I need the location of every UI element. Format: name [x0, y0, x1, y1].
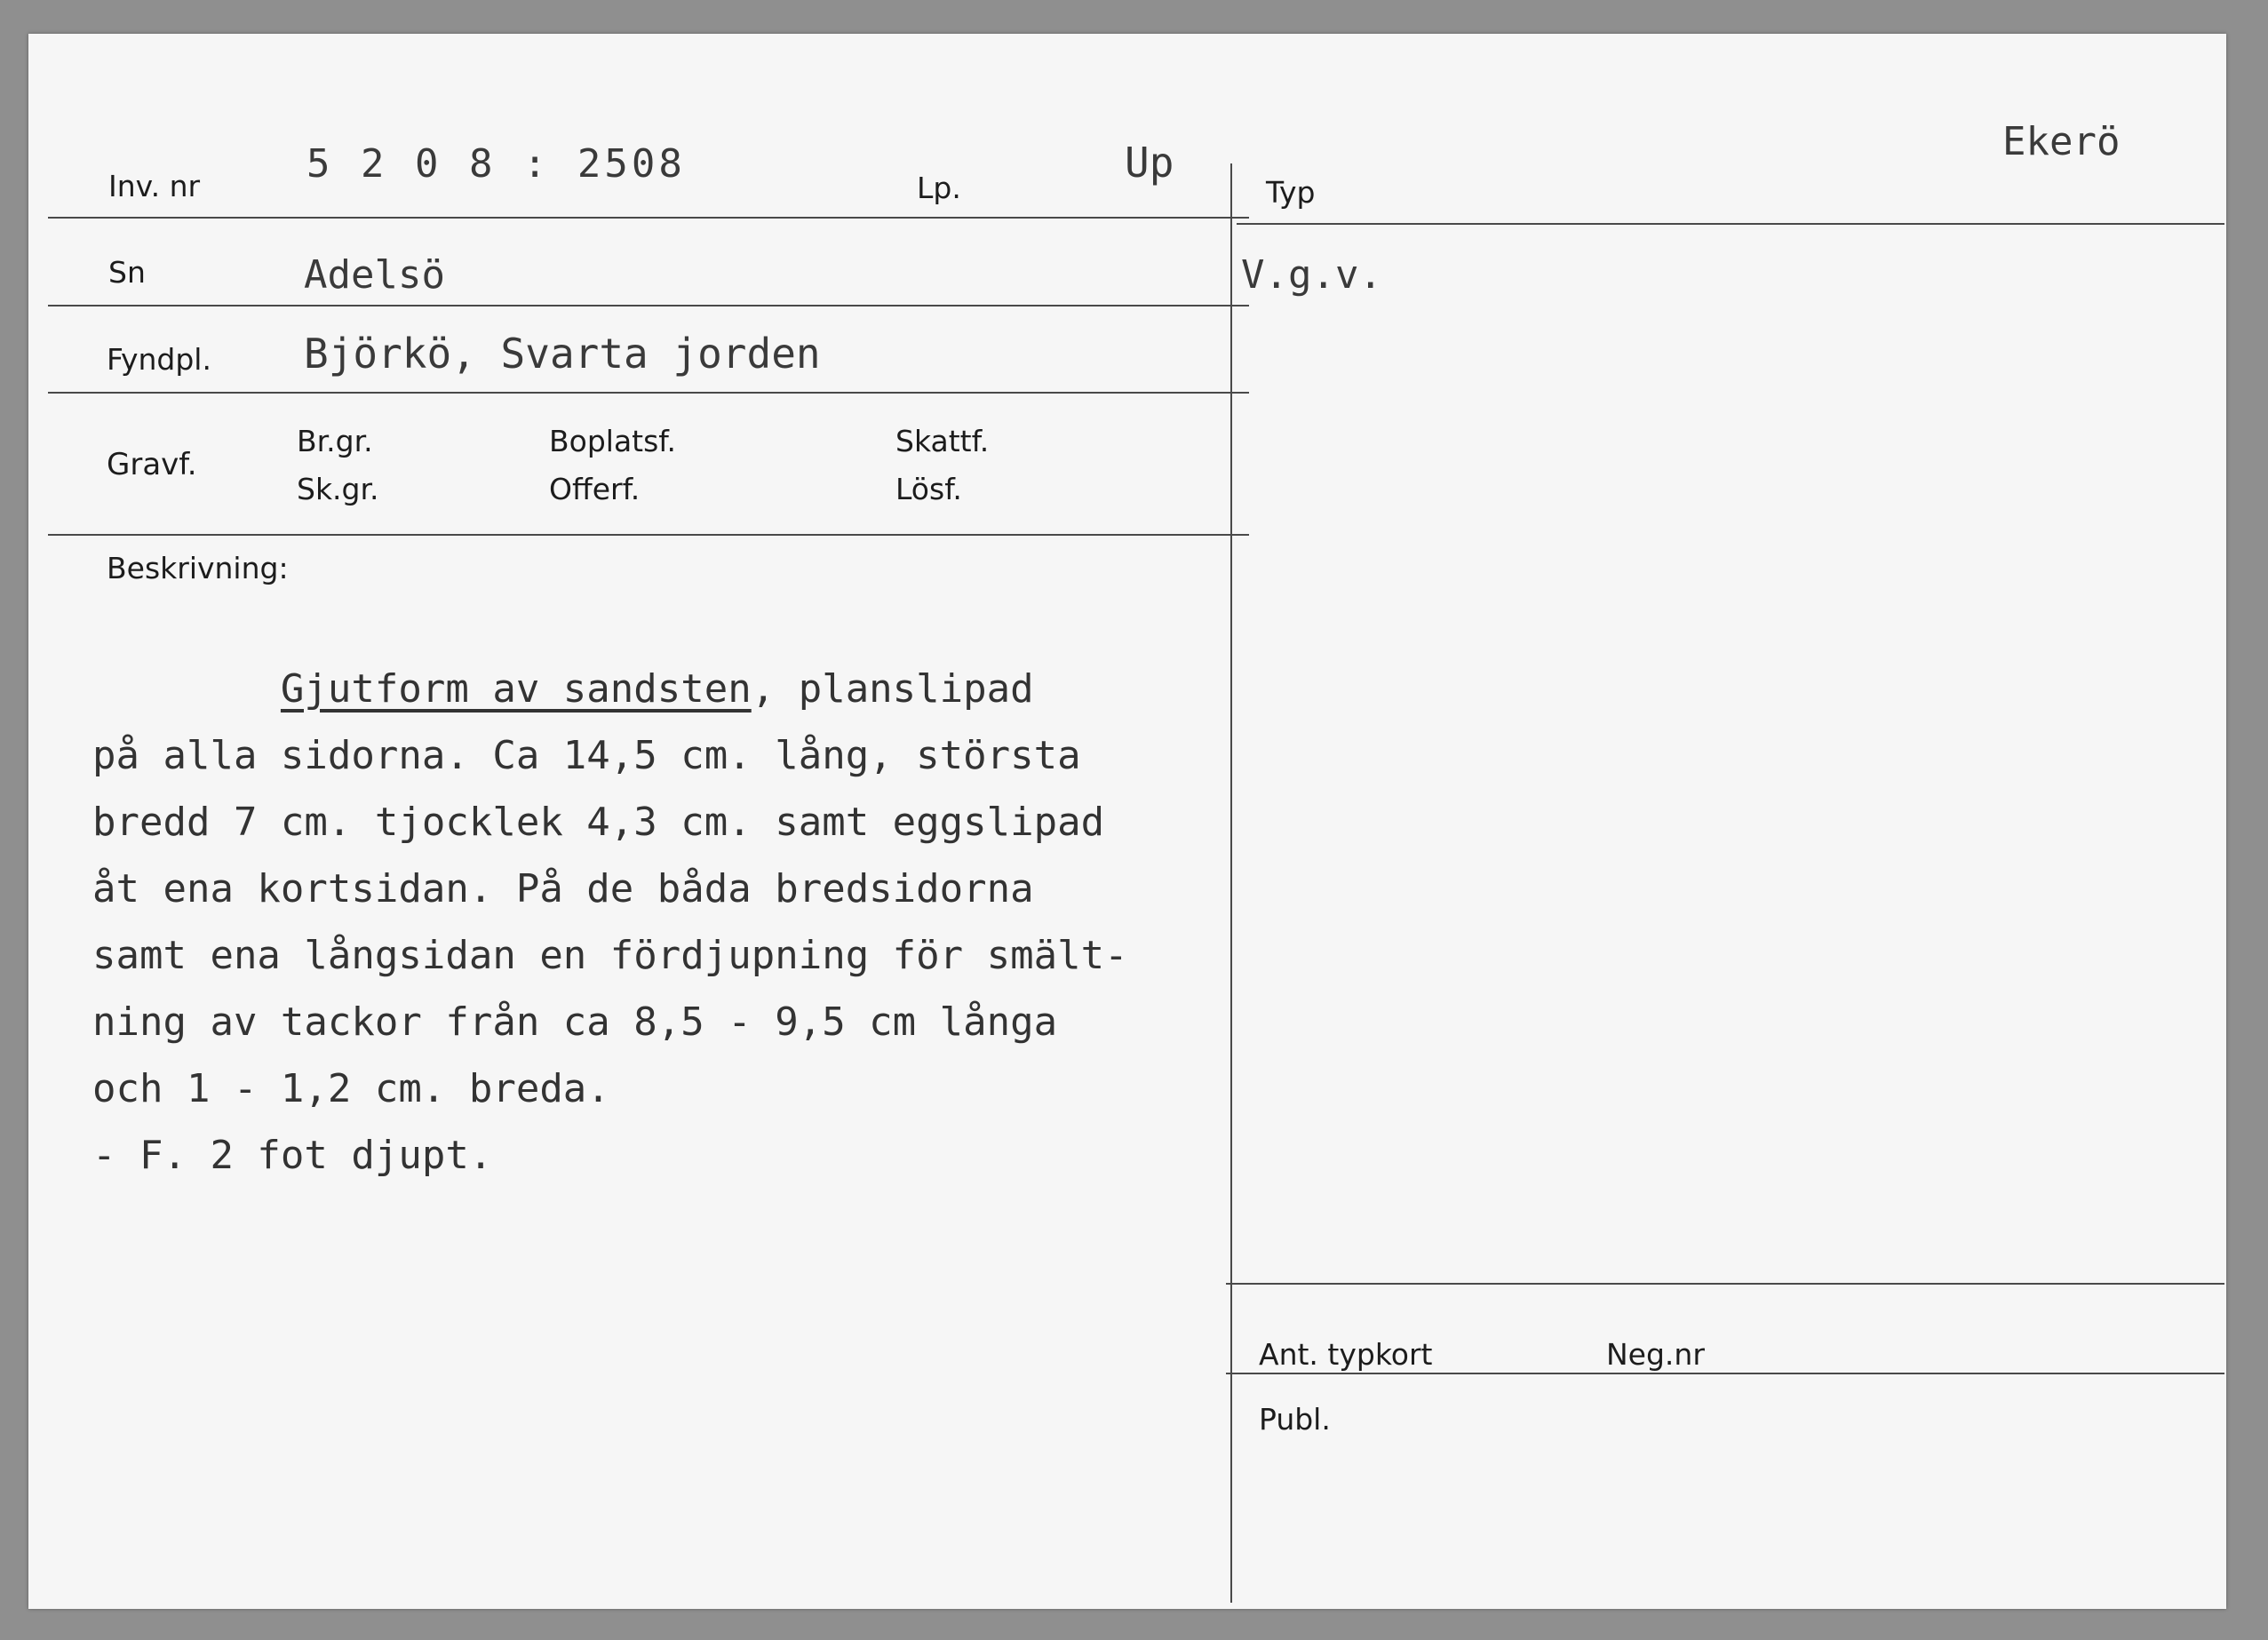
rule-gravf — [48, 534, 1249, 536]
offerf-label: Offerf. — [549, 472, 641, 506]
description-line: - F. 2 fot djupt. — [92, 1133, 493, 1178]
description-line-rest: , planslipad — [751, 666, 1034, 712]
description-line: på alla sidorna. Ca 14,5 cm. lång, största — [92, 733, 1081, 778]
description-line — [92, 656, 1128, 722]
publ-label: Publ. — [1259, 1402, 1331, 1437]
inv-nr-value: 5 2 0 8 : 2508 — [306, 141, 686, 187]
losf-label: Lösf. — [895, 472, 962, 506]
sk-gr-label: Sk.gr. — [297, 472, 379, 506]
rule-ant-top — [1226, 1283, 2224, 1285]
landskap-value: Up — [1125, 139, 1174, 187]
lp-label: Lp. — [917, 171, 961, 205]
typ-value: V.g.v. — [1241, 252, 1382, 298]
catalog-card — [28, 34, 2226, 1609]
inv-nr-label: Inv. nr — [108, 169, 201, 203]
gravf-label: Gravf. — [107, 447, 197, 482]
beskrivning-label: Beskrivning: — [107, 551, 289, 585]
column-divider — [1230, 163, 1232, 1603]
rule-inv — [48, 217, 1249, 219]
rule-ant-bottom — [1226, 1373, 2224, 1374]
rule-typ — [1237, 223, 2224, 225]
description-line: samt ena långsidan en fördjupning för smält- — [92, 933, 1128, 978]
description-line: och 1 - 1,2 cm. breda. — [92, 1066, 610, 1111]
sn-value: Adelsö — [304, 252, 445, 298]
fyndpl-value: Björkö, Svarta jorden — [304, 330, 821, 378]
neg-nr-label: Neg.nr — [1606, 1337, 1705, 1372]
description-text — [92, 656, 1128, 1189]
sn-label: Sn — [108, 255, 146, 290]
description-line: bredd 7 cm. tjocklek 4,3 cm. samt eggslipad — [92, 800, 1105, 845]
skattf-label: Skattf. — [895, 424, 990, 458]
fyndpl-label: Fyndpl. — [107, 342, 211, 377]
rule-sn — [48, 305, 1249, 307]
harad-value: Ekerö — [2002, 119, 2121, 164]
rule-fyndpl — [48, 392, 1249, 394]
boplatsf-label: Boplatsf. — [549, 424, 677, 458]
description-underlined: Gjutform av sandsten — [280, 666, 752, 712]
description-line: ning av tackor från ca 8,5 - 9,5 cm långa — [92, 999, 1058, 1045]
ant-typkort-label: Ant. typkort — [1259, 1337, 1433, 1372]
description-line: åt ena kortsidan. På de båda bredsidorna — [92, 866, 1034, 912]
br-gr-label: Br.gr. — [297, 424, 373, 458]
typ-label: Typ — [1266, 175, 1316, 210]
